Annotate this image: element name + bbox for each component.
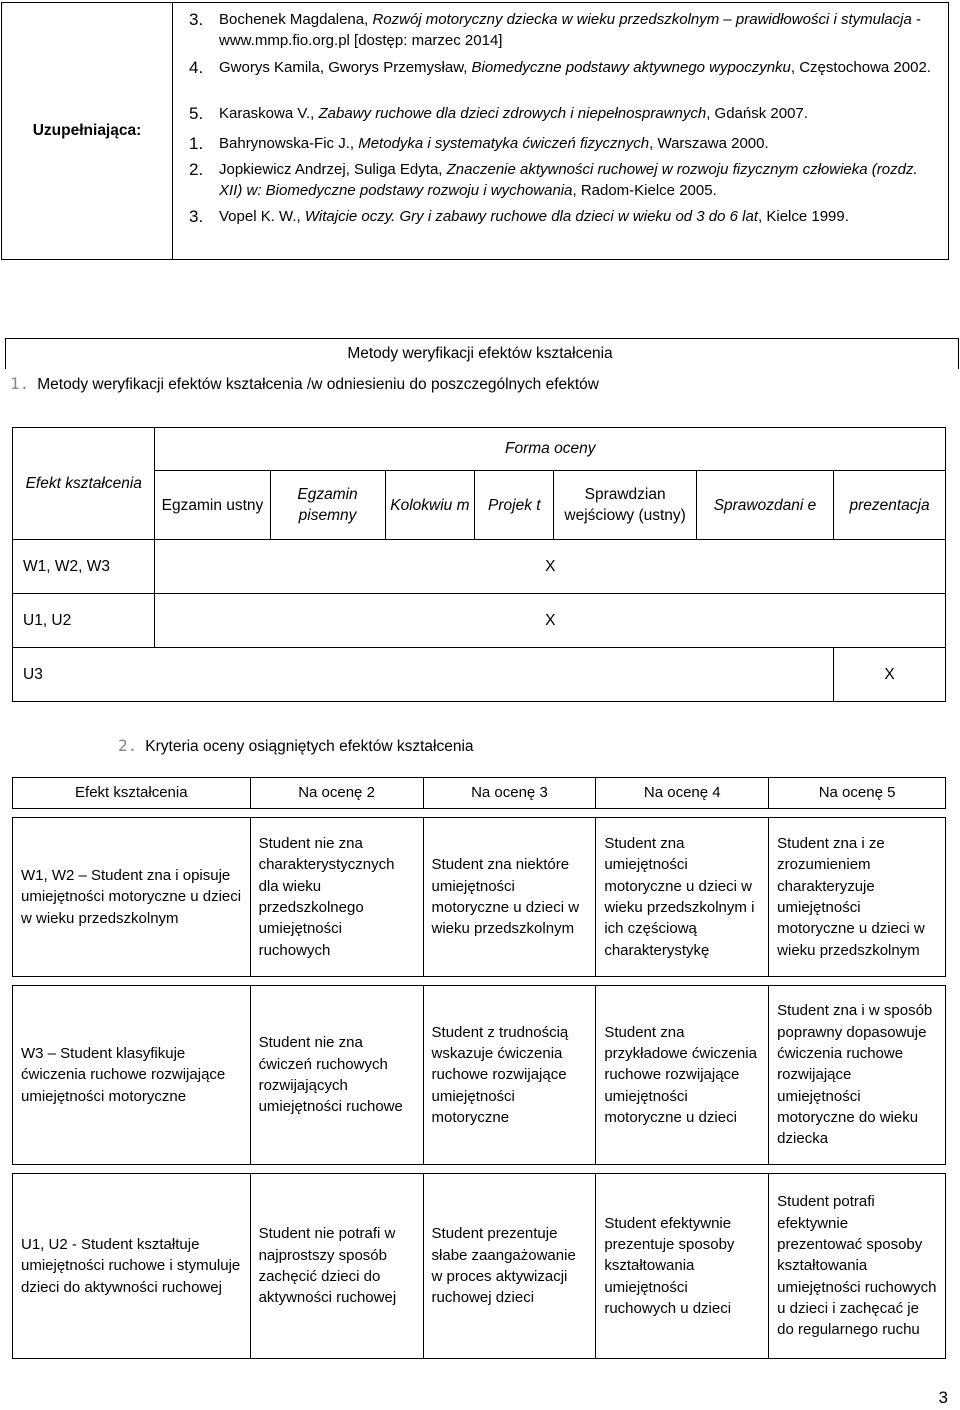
method-mark: X (155, 540, 946, 594)
section-2-text: Kryteria oceny osiągniętych efektów kształcenia (145, 738, 474, 755)
efekt-header: Efekt kształcenia (13, 428, 155, 540)
section-2-number: 2. (118, 736, 138, 755)
criteria-cell: Student zna niektóre umiejętności motoryczne u dzieci w wieku przedszkolnym (423, 818, 596, 977)
table-row (13, 986, 946, 1165)
method-header: Egzamin ustny (155, 471, 270, 540)
criteria-cell: W1, W2 – Student zna i opisuje umiejętności motoryczne u dzieci w wieku przedszkolnym (13, 818, 251, 977)
row-gap (13, 809, 946, 818)
section-1-heading (10, 374, 599, 394)
literature-item: 1. Bahrynowska-Fic J., Metodyka i systematyka ćwiczeń fizycznych, Warszawa 2000. (189, 134, 769, 153)
section-2-heading (118, 736, 474, 756)
literature-item: 3. Bochenek Magdalena, Rozwój motoryczny dziecka w wieku przedszkolnym – prawidłowości i stymulacja - www.mmp.fio.org.pl [dostęp: marzec 2014] (189, 10, 921, 49)
criteria-header: Na ocenę 3 (423, 778, 596, 809)
section-1-number: 1. (10, 374, 30, 393)
literature-label: Uzupełniająca: (2, 3, 173, 259)
table-row (13, 540, 946, 594)
effect-label: U3 (13, 648, 834, 702)
criteria-cell: Student nie zna charakterystycznych dla wieku przedszkolnego umiejętności ruchowych (250, 818, 423, 977)
literature-item: 4. Gworys Kamila, Gworys Przemysław, Biomedyczne podstawy aktywnego wypoczynku, Częstochowa 2002. (189, 58, 931, 77)
method-header: prezentacja (834, 471, 946, 540)
method-header: Sprawdzian wejściowy (ustny) (554, 471, 696, 540)
page-number: 3 (938, 1388, 948, 1407)
criteria-header: Na ocenę 4 (596, 778, 769, 809)
criteria-cell: Student zna i w sposób poprawny dopasowuje ćwiczenia ruchowe rozwijające umiejętności motoryczne do wieku dziecka (769, 986, 946, 1165)
effect-label: U1, U2 (13, 594, 155, 648)
row-gap (13, 1165, 946, 1174)
criteria-header: Efekt kształcenia (13, 778, 251, 809)
criteria-cell: U1, U2 - Student kształtuje umiejętności ruchowe i stymuluje dzieci do aktywności ruchowej (13, 1174, 251, 1359)
literature-box (1, 2, 949, 260)
verification-table (12, 427, 946, 702)
criteria-cell: Student zna umiejętności motoryczne u dzieci w wieku przedszkolnym i ich częściową charakterystykę (596, 818, 769, 977)
section-1-text: Metody weryfikacji efektów kształcenia /w odniesieniu do poszczególnych efektów (37, 376, 599, 393)
table-row (13, 648, 946, 702)
criteria-header: Na ocenę 2 (250, 778, 423, 809)
method-mark: X (155, 594, 946, 648)
criteria-cell: Student nie zna ćwiczeń ruchowych rozwijających umiejętności ruchowe (250, 986, 423, 1165)
method-header: Projek t (475, 471, 554, 540)
method-header: Egzamin pisemny (270, 471, 385, 540)
literature-item: 5. Karaskowa V., Zabawy ruchowe dla dzieci zdrowych i niepełnosprawnych, Gdańsk 2007. (189, 104, 808, 123)
criteria-cell: Student z trudnością wskazuje ćwiczenia ruchowe rozwijające umiejętności motoryczne (423, 986, 596, 1165)
criteria-cell: Student zna przykładowe ćwiczenia ruchowe rozwijające umiejętności motoryczne u dzieci (596, 986, 769, 1165)
criteria-cell: Student nie potrafi w najprostszy sposób zachęcić dzieci do aktywności ruchowej (250, 1174, 423, 1359)
table-row (13, 818, 946, 977)
table-row (13, 1174, 946, 1359)
criteria-cell: Student zna i ze zrozumieniem charakteryzuje umiejętności motoryczne u dzieci w wieku przedszkolnym (769, 818, 946, 977)
row-gap (13, 977, 946, 986)
criteria-cell: Student efektywnie prezentuje sposoby kształtowania umiejętności ruchowych u dzieci (596, 1174, 769, 1359)
criteria-table (12, 777, 946, 1359)
criteria-cell: W3 – Student klasyfikuje ćwiczenia ruchowe rozwijające umiejętności motoryczne (13, 986, 251, 1165)
literature-list (173, 3, 948, 259)
method-header: Sprawozdani e (696, 471, 833, 540)
literature-item: 2. Jopkiewicz Andrzej, Suliga Edyta, Znaczenie aktywności ruchowej w rozwoju fizycznym człowieka (rozdz. XII) w: Biomedyczne podstawy rozwoju i wychowania, Radom-Kielce 2005. (189, 160, 918, 199)
literature-item: 3. Vopel K. W., Witajcie oczy. Gry i zabawy ruchowe dla dzieci w wieku od 3 do 6 lat, Kielce 1999. (189, 207, 849, 226)
table-row (13, 594, 946, 648)
criteria-cell: Student prezentuje słabe zaangażowanie w proces aktywizacji ruchowej dzieci (423, 1174, 596, 1359)
method-header: Kolokwiu m (385, 471, 475, 540)
forma-header: Forma oceny (155, 428, 946, 471)
effect-label: W1, W2, W3 (13, 540, 155, 594)
verification-title: Metody weryfikacji efektów kształcenia (347, 345, 613, 362)
criteria-header: Na ocenę 5 (769, 778, 946, 809)
method-mark: X (834, 648, 946, 702)
criteria-cell: Student potrafi efektywnie prezentować sposoby kształtowania umiejętności ruchowych u dzieci i zachęcać je do regularnego ruchu (769, 1174, 946, 1359)
